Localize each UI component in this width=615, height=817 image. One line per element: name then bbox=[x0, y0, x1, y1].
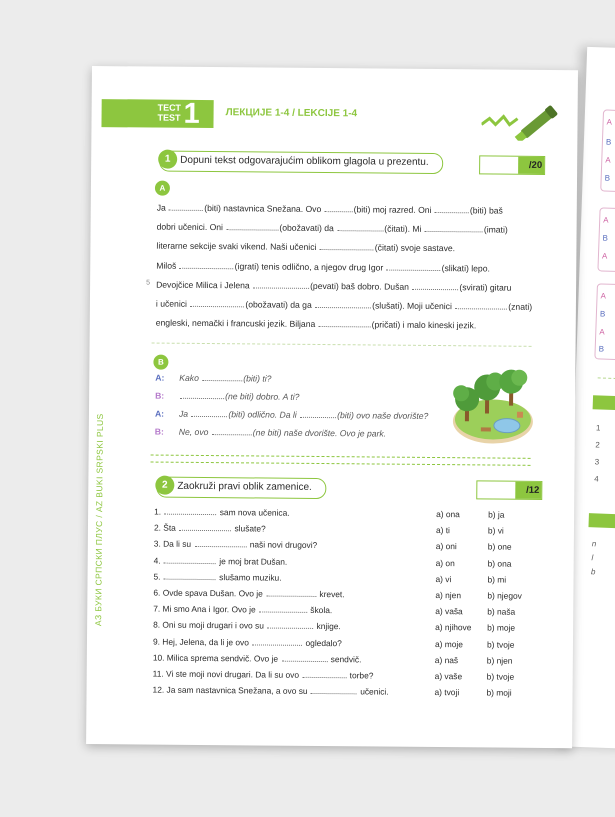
right-page-number: 3 bbox=[594, 457, 600, 467]
text-segment: (biti) ovo naše dvorište? bbox=[337, 410, 429, 421]
text-segment: torbe? bbox=[347, 670, 374, 681]
answer-blank[interactable] bbox=[180, 261, 234, 268]
speaker-label: B: bbox=[155, 390, 165, 401]
option-b[interactable]: b) ona bbox=[487, 558, 512, 569]
answer-blank[interactable] bbox=[425, 225, 483, 233]
marker-pen-icon bbox=[481, 102, 561, 141]
answer-blank[interactable] bbox=[164, 556, 216, 563]
answer-blank[interactable] bbox=[455, 302, 507, 309]
exercise-question bbox=[154, 539, 318, 550]
right-page-green-bar bbox=[588, 513, 615, 528]
option-b[interactable]: b) mi bbox=[487, 574, 507, 585]
exercise-item bbox=[153, 636, 533, 654]
text-segment: 5. bbox=[153, 571, 163, 582]
text-segment: je moj brat Dušan. bbox=[216, 555, 288, 567]
text-segment: (slušati). Moji učenici bbox=[372, 300, 455, 312]
right-page-text: n bbox=[591, 539, 597, 549]
exercise-item bbox=[154, 523, 534, 541]
right-page-green-bar bbox=[593, 395, 615, 410]
worksheet-page bbox=[86, 66, 578, 748]
option-b[interactable]: b) tvoje bbox=[486, 639, 515, 650]
exercise-item bbox=[154, 507, 534, 525]
right-page-letter: B bbox=[598, 344, 605, 354]
option-b[interactable]: b) moji bbox=[486, 687, 512, 698]
exercise-item bbox=[153, 588, 533, 606]
answer-blank[interactable] bbox=[180, 392, 224, 399]
test-label-latin: TEST bbox=[157, 112, 181, 123]
text-segment: 6. Ovde spava Dušan. Ovo je bbox=[153, 587, 266, 599]
text-segment: (obožavati) da bbox=[279, 222, 337, 234]
answer-blank[interactable] bbox=[300, 411, 336, 418]
section-1-instruction: Dopuni tekst odgovarajućim oblikom glagola u prezentu. bbox=[180, 154, 429, 168]
section-2-number: 2 bbox=[155, 476, 174, 495]
option-a[interactable]: a) tvoji bbox=[434, 687, 460, 698]
option-b[interactable]: b) njegov bbox=[487, 590, 522, 601]
exercise-question bbox=[153, 652, 362, 664]
exercise-question bbox=[153, 636, 342, 648]
option-a[interactable]: a) vaše bbox=[434, 671, 463, 682]
answer-blank[interactable] bbox=[212, 428, 252, 435]
text-segment: (znati) bbox=[508, 301, 533, 312]
answer-blank[interactable] bbox=[169, 204, 203, 211]
exercise-question bbox=[154, 555, 288, 566]
text-segment: (pričati) i malo kineski jezik. bbox=[371, 319, 477, 331]
exercise-item bbox=[153, 571, 533, 589]
speaker-label: A: bbox=[155, 372, 165, 383]
option-a[interactable]: a) oni bbox=[435, 541, 457, 552]
right-page-letter: B bbox=[602, 233, 609, 243]
text-segment: (imati) bbox=[483, 224, 508, 235]
right-page-letter: A bbox=[605, 155, 611, 165]
text-segment: Kako bbox=[179, 372, 202, 383]
text-segment: škola. bbox=[307, 605, 333, 616]
text-segment: 2. Šta bbox=[153, 522, 179, 533]
text-segment: 4. bbox=[153, 555, 164, 566]
exercise-question bbox=[153, 604, 332, 616]
right-page-letter: B bbox=[604, 173, 611, 183]
section-1-score: /20 bbox=[518, 157, 544, 174]
right-page-number: 4 bbox=[594, 474, 599, 484]
dialogue-text bbox=[179, 373, 271, 384]
answer-blank[interactable] bbox=[194, 540, 246, 547]
text-segment: Ja bbox=[156, 202, 169, 213]
option-b[interactable]: b) moje bbox=[487, 622, 516, 634]
right-page-text: l bbox=[591, 553, 594, 563]
text-segment: knjige. bbox=[314, 621, 341, 632]
text-segment: (biti) ti? bbox=[243, 373, 272, 384]
text-segment: slušate? bbox=[232, 523, 266, 534]
text-segment: (obožavati) da ga bbox=[245, 299, 315, 310]
right-page-text: b bbox=[590, 567, 596, 577]
right-page-divider bbox=[598, 377, 615, 379]
text-line bbox=[156, 314, 528, 336]
exercise-item bbox=[154, 539, 534, 557]
text-segment: 8. Oni su moji drugari i ovo su bbox=[153, 619, 267, 631]
right-page-letter: A bbox=[600, 291, 607, 301]
answer-blank[interactable] bbox=[191, 410, 227, 417]
text-segment: (biti) odlično. Da li bbox=[228, 409, 300, 420]
answer-blank[interactable] bbox=[281, 654, 327, 661]
text-segment: (svirati) gitaru bbox=[459, 282, 512, 293]
option-b[interactable]: b) one bbox=[487, 541, 512, 553]
answer-blank[interactable] bbox=[179, 524, 231, 531]
answer-blank[interactable] bbox=[387, 263, 441, 270]
exercise-item bbox=[153, 604, 533, 622]
exercise-question bbox=[153, 669, 374, 681]
option-a[interactable]: a) naš bbox=[434, 654, 459, 666]
answer-blank[interactable] bbox=[164, 572, 216, 579]
dialogue-text bbox=[179, 427, 386, 439]
exercise-item bbox=[154, 555, 534, 573]
text-segment: (biti) nastavnica Snežana. Ovo bbox=[204, 202, 324, 215]
exercise-question bbox=[154, 523, 266, 534]
section-1-heading bbox=[159, 151, 443, 174]
text-segment: krevet. bbox=[317, 588, 345, 600]
exercise-question bbox=[153, 620, 341, 632]
speaker-label: B: bbox=[154, 426, 164, 437]
right-page-letter: A bbox=[606, 117, 613, 127]
part-a-text bbox=[155, 199, 533, 337]
section-2-instruction: Zaokruži pravi oblik zamenice. bbox=[177, 480, 312, 493]
text-segment: Devojčice Milica i Jelena bbox=[156, 279, 253, 291]
text-segment: 1. bbox=[154, 506, 164, 517]
right-page-number: 2 bbox=[595, 440, 600, 450]
text-segment: dobri učenici. Oni bbox=[156, 221, 226, 233]
text-segment: (pevati) baš dobro. Dušan bbox=[310, 280, 412, 292]
exercise-item bbox=[153, 652, 533, 670]
exercise-item bbox=[152, 685, 532, 703]
test-label-box bbox=[101, 99, 213, 128]
section-1-score-box bbox=[479, 155, 545, 175]
part-b-badge: B bbox=[153, 355, 168, 370]
answer-blank[interactable] bbox=[315, 301, 371, 308]
option-a[interactable]: a) moje bbox=[434, 638, 463, 649]
text-segment: (čitati) svoje sastave. bbox=[374, 242, 456, 254]
section-2-score: /12 bbox=[515, 482, 541, 499]
option-b[interactable]: b) njen bbox=[486, 655, 513, 666]
text-segment: Miloš bbox=[156, 260, 179, 271]
answer-blank[interactable] bbox=[311, 687, 357, 694]
test-number: 1 bbox=[183, 97, 200, 130]
right-page-number: 1 bbox=[595, 423, 601, 433]
exercise-question bbox=[154, 571, 282, 582]
right-page-letter: B bbox=[599, 309, 606, 319]
answer-blank[interactable] bbox=[319, 320, 371, 327]
option-a[interactable]: a) ona bbox=[436, 509, 460, 520]
answer-blank[interactable] bbox=[202, 374, 242, 381]
section-1-number: 1 bbox=[158, 150, 177, 169]
text-segment: 7. Mi smo Ana i Igor. Ovo je bbox=[153, 603, 259, 615]
lessons-label: ЛЕКЦИЈЕ 1-4 / LEKCIJE 1-4 bbox=[225, 107, 358, 120]
answer-blank[interactable] bbox=[266, 590, 316, 597]
text-segment: 9. Hej, Jelena, da li je ovo bbox=[152, 636, 252, 648]
option-a[interactable]: a) njen bbox=[435, 590, 462, 601]
right-page-letter: A bbox=[601, 251, 608, 261]
text-segment: ogledalo? bbox=[303, 637, 342, 648]
answer-blank[interactable] bbox=[226, 223, 278, 230]
section-2-score-box bbox=[476, 480, 542, 500]
test-label bbox=[158, 103, 181, 123]
text-segment: (čitati). Mi bbox=[384, 223, 424, 235]
option-a[interactable]: a) vaša bbox=[435, 606, 463, 617]
answer-blank[interactable] bbox=[302, 671, 346, 678]
answer-blank[interactable] bbox=[325, 205, 353, 212]
speaker-label: A: bbox=[154, 408, 165, 419]
answer-blank[interactable] bbox=[435, 206, 469, 213]
text-segment: literarne sekcije svaki vikend. Naši učenici bbox=[156, 240, 319, 253]
text-segment: (ne biti) naše dvorište. Ovo je park. bbox=[252, 427, 387, 439]
option-b[interactable]: b) naša bbox=[487, 606, 516, 617]
line-number: 5 bbox=[146, 279, 151, 287]
text-segment: 10. Milica sprema sendvič. Ovo je bbox=[152, 652, 281, 664]
dialogue-text bbox=[179, 409, 428, 421]
text-segment: engleski, nemački i francuski jezik. Biljana bbox=[155, 317, 318, 330]
right-page-letter: A bbox=[603, 215, 609, 225]
park-illustration bbox=[451, 363, 536, 446]
option-a[interactable]: a) ti bbox=[435, 525, 450, 536]
text-segment: učenici. bbox=[357, 686, 389, 697]
option-a[interactable]: a) on bbox=[435, 557, 455, 568]
text-segment: sendvič. bbox=[328, 653, 362, 665]
right-page-letter: A bbox=[599, 327, 605, 337]
part-divider bbox=[152, 343, 532, 347]
book-title-spine: AЗ БУКИ СРПСКИ ПЛУС / AZ BUKI SRPSKI PLUS bbox=[93, 413, 105, 627]
answer-blank[interactable] bbox=[259, 606, 307, 613]
test-label-cyrillic: ТЕСТ bbox=[157, 102, 181, 113]
text-segment: 3. Da li su bbox=[153, 538, 194, 550]
text-segment: naši novi drugovi? bbox=[247, 539, 318, 551]
text-segment: 11. Vi ste moji novi drugari. Da li su ovo bbox=[152, 668, 302, 680]
right-page-letter: B bbox=[605, 137, 612, 147]
text-segment: (biti) baš bbox=[469, 205, 503, 216]
text-segment: slušamo muziku. bbox=[216, 571, 282, 583]
exercise-question bbox=[154, 507, 290, 518]
text-segment: (ne biti) dobro. A ti? bbox=[225, 391, 300, 402]
exercise-item bbox=[153, 620, 533, 638]
answer-blank[interactable] bbox=[337, 224, 383, 231]
exercise-question bbox=[153, 588, 344, 600]
answer-blank[interactable] bbox=[190, 300, 244, 307]
text-segment: i učenici bbox=[155, 298, 190, 309]
option-a[interactable]: a) njihove bbox=[435, 622, 472, 633]
answer-blank[interactable] bbox=[412, 283, 458, 290]
section-divider bbox=[151, 455, 531, 466]
answer-blank[interactable] bbox=[164, 508, 216, 515]
text-segment: Ja bbox=[178, 408, 191, 419]
dialogue-text bbox=[179, 391, 299, 402]
option-b[interactable]: b) ja bbox=[488, 509, 505, 520]
answer-blank[interactable] bbox=[253, 281, 309, 288]
part-a-badge: A bbox=[155, 181, 170, 196]
text-segment: sam nova učenica. bbox=[217, 507, 290, 518]
answer-blank[interactable] bbox=[252, 638, 302, 645]
option-b[interactable]: b) tvoje bbox=[486, 671, 515, 682]
text-segment: (slikati) lepo. bbox=[441, 262, 490, 274]
answer-blank[interactable] bbox=[320, 243, 374, 250]
exercise-item bbox=[153, 669, 533, 687]
option-b[interactable]: b) vi bbox=[487, 525, 504, 536]
pronoun-exercise-list bbox=[152, 506, 534, 698]
text-segment: 12. Ja sam nastavnica Snežana, a ovo su bbox=[152, 684, 310, 697]
text-segment: (biti) moj razred. Oni bbox=[353, 204, 434, 215]
part-b-dialogue bbox=[155, 373, 456, 448]
section-2-heading bbox=[156, 477, 326, 499]
exercise-question bbox=[153, 685, 389, 697]
option-a[interactable]: a) vi bbox=[435, 573, 452, 584]
text-segment: (igrati) tenis odlično, a njegov drug Igor bbox=[234, 260, 386, 273]
text-segment: Ne, ovo bbox=[178, 426, 211, 438]
answer-blank[interactable] bbox=[267, 622, 313, 629]
